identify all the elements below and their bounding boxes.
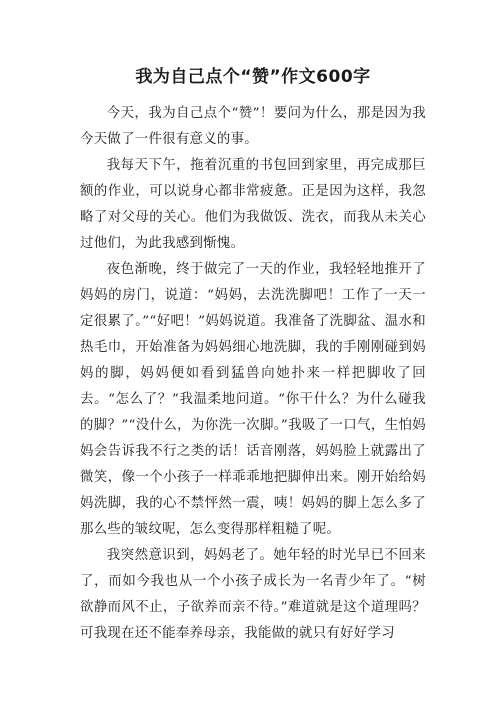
document-body bbox=[80, 101, 426, 647]
paragraph-4: 我突然意识到，妈妈老了。她年轻的时光早已不回来了，而如今我也从一个小孩子成长为一名青少年了。“树欲静而风不止，子欲养而亲不待。”难道就是这个道理吗？可我现在还不能奉养母亲，我能做的就只有好好学习 bbox=[80, 548, 426, 641]
document-title: 我为自己点个“赞”作文600字 bbox=[135, 67, 371, 87]
paragraph-3: 夜色渐晚，终于做完了一天的作业，我轻轻地推开了妈妈的房门，说道：“妈妈，去洗洗脚吧！工作了一天一定很累了。”“好吧！”妈妈说道。我准备了洗脚盆、温水和热毛巾，开始准备为妈妈细心地洗脚，我的手刚刚碰到妈妈的脚，妈妈便如看到猛兽向她扑来一样把脚收了回去。“怎么了？”我温柔地问道。“你干什么？为什么碰我的脚？”“没什么，为你洗一次脚。”我吸了一口气，生怕妈妈会告诉我不行之类的话！话音刚落，妈妈脸上就露出了微笑，像一个小孩子一样乖乖地把脚伸出来。刚开始给妈妈洗脚，我的心不禁怦然一震，咦！妈妈的脚上怎么多了那么些的皱纹呢，怎么变得那样粗糙了呢。 bbox=[80, 262, 426, 537]
paragraph-2: 我每天下午，拖着沉重的书包回到家里，再完成那巨额的作业，可以说身心都非常疲惫。正是因为这样，我忽略了对父母的关心。他们为我做饭、洗衣，而我从未关心过他们，为此我感到惭愧。 bbox=[80, 158, 426, 251]
paragraph-1: 今天，我为自己点个“赞”！要问为什么，那是因为我今天做了一件很有意义的事。 bbox=[80, 106, 426, 147]
